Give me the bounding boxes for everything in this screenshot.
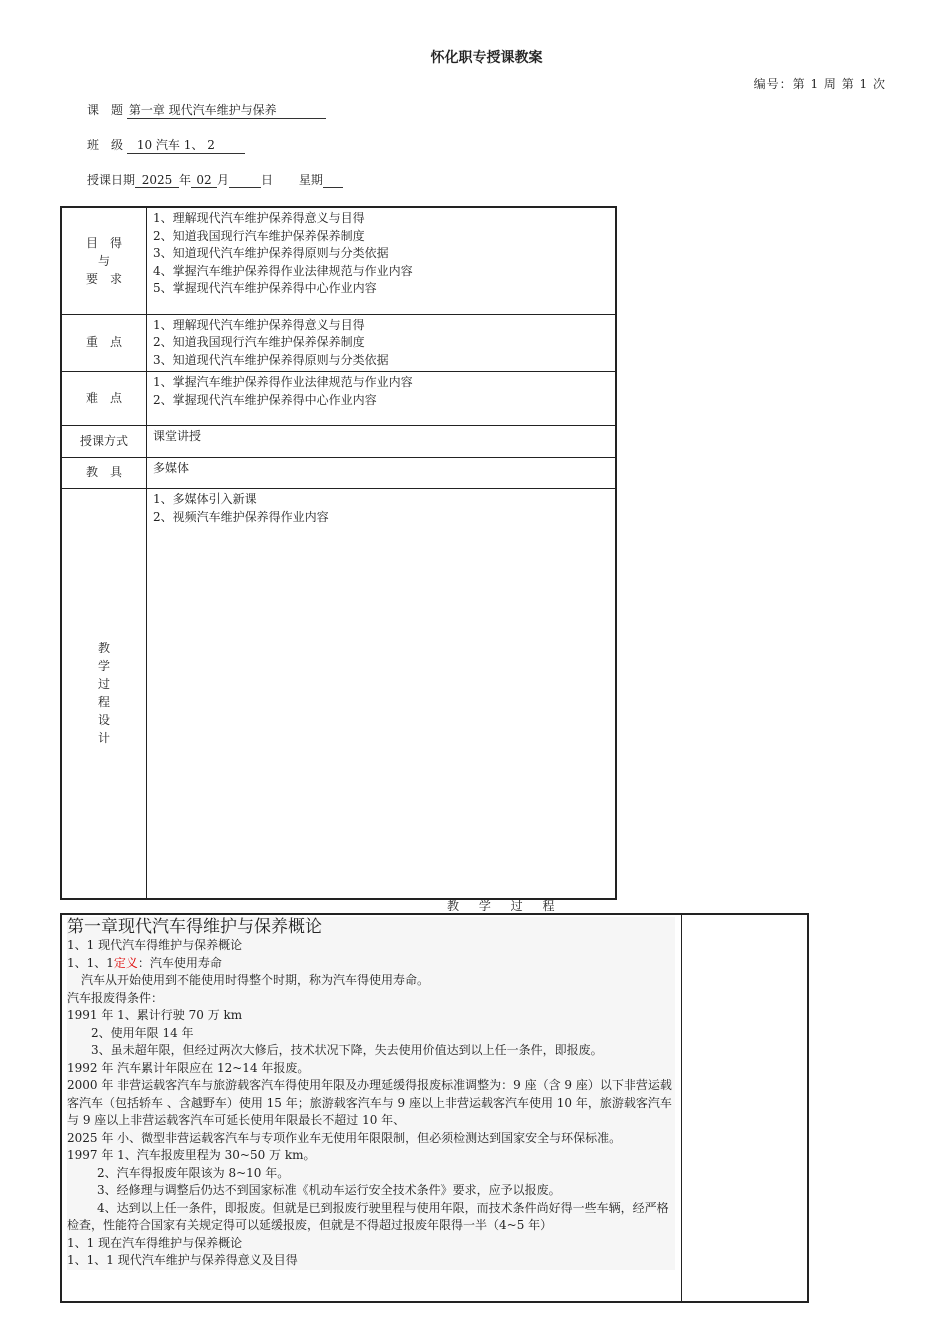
goal-item: 2、知道我国现行汽车维护保养保养制度 [153, 228, 365, 243]
process-line: 1、1 现在汽车得维护与保养概论 [67, 1235, 243, 1250]
design-label-char: 学 [97, 659, 110, 673]
subsection-title: ：汽车使用寿命 [137, 955, 222, 970]
process-line: 3、经修理与调整后仍达不到国家标准《机动车运行安全技术条件》要求，应予以报废。 [97, 1183, 561, 1197]
tools-label: 教 具 [61, 458, 147, 489]
key-points-row [61, 314, 616, 372]
key-point-item: 1、理解现代汽车维护保养得意义与目得 [153, 317, 365, 332]
goals-row [61, 207, 616, 314]
goals-content [147, 207, 617, 314]
subsection-number: 1、1、1 [67, 955, 114, 970]
tools-content: 多媒体 [147, 458, 617, 489]
difficulty-item: 2、掌握现代汽车维护保养得中心作业内容 [153, 392, 377, 407]
document-code: 编号：第 1 周 第 1 次 [753, 77, 886, 91]
process-line: 3、虽未超年限，但经过两次大修后，技术状况下降，失去使用价值达到以上任一条件，即报废。 [91, 1043, 603, 1057]
process-side-column [681, 915, 682, 1301]
class-label: 班 级 [87, 138, 124, 152]
method-row [61, 426, 616, 458]
difficulties-content [147, 372, 617, 426]
process-caption: 教 学 过 程 [447, 899, 563, 913]
design-label-char: 过 [97, 677, 110, 691]
date-day-blank [229, 173, 261, 188]
goals-label [61, 207, 147, 314]
design-row [61, 489, 616, 899]
key-point-item: 3、知道现代汽车维护保养得原则与分类依据 [153, 352, 389, 367]
design-item: 1、多媒体引入新课 [153, 492, 257, 506]
chapter-heading: 第一章现代汽车得维护与保养概论 [67, 917, 322, 937]
design-label-char: 教 [97, 641, 110, 655]
goal-item: 1、理解现代汽车维护保养得意义与目得 [153, 211, 365, 225]
section-heading: 1、1 现代汽车得维护与保养概论 [67, 938, 243, 952]
course-topic-value: 第一章 现代汽车维护与保养 [127, 101, 326, 119]
lesson-plan-table [60, 206, 617, 900]
goals-label-line: 要 求 [85, 271, 122, 286]
date-year-unit: 年 [179, 173, 192, 187]
date-line [87, 171, 343, 188]
process-line: 1997 年 1、汽车报废里程为 30~50 万 km。 [67, 1148, 316, 1162]
method-content: 课堂讲授 [147, 426, 617, 458]
process-line: 汽车从开始使用到不能使用时得整个时期，称为汽车得使用寿命。 [81, 973, 430, 987]
process-line: 2000 年 非营运载客汽车与旅游载客汽车得使用年限及办理延缓得报废标准调整为：9 座（含 9 座）以下非营运载客汽车（包括轿车 、含越野车）使用 15 年；旅游载客汽车与 9 座以上非营运载客汽车使用 10 年，旅游载客汽车与 9 座以上非营运载客汽车可延长使用年限最长不超过 10 年、 [67, 1078, 672, 1127]
process-line: 汽车报废得条件： [67, 990, 164, 1005]
course-topic-line [87, 101, 326, 119]
process-line: 1991 年 1、累计行驶 70 万 km [67, 1008, 243, 1022]
process-line: 2、汽车得报废年限该为 8~10 年。 [97, 1165, 290, 1180]
date-year: 2025 [135, 173, 179, 188]
design-label-char: 程 [97, 695, 110, 709]
week-blank [323, 173, 343, 188]
goals-label-line: 与 [97, 253, 110, 268]
subsection-heading [67, 955, 675, 973]
process-line: 1992 年 汽车累计年限应在 12~14 年报废。 [67, 1060, 310, 1075]
difficulty-item: 1、掌握汽车维护保养得作业法律规范与作业内容 [153, 375, 413, 389]
class-value: 10 汽车 1、 2 [127, 136, 245, 154]
week-label: 星期 [298, 173, 323, 187]
process-line: 2、使用年限 14 年 [91, 1025, 194, 1040]
class-line [87, 136, 245, 154]
process-line: 2025 年 小、微型非营运载客汽车与专项作业车无使用年限限制，但必须检测达到国家安全与环保标准。 [67, 1130, 622, 1145]
design-label-char: 计 [97, 731, 110, 745]
process-line: 4、达到以上任一条件，即报废。但就是已到报废行驶里程与使用年限，而技术条件尚好得一些车辆，经严格检查，性能符合国家有关规定得可以延缓报废，但就是不得超过报废年限得一半（4~5 年） [67, 1200, 669, 1232]
process-body [67, 917, 675, 1270]
goal-item: 5、掌握现代汽车维护保养得中心作业内容 [153, 281, 377, 295]
key-points-content [147, 314, 617, 372]
goal-item: 3、知道现代汽车维护保养得原则与分类依据 [153, 246, 389, 260]
design-label-char: 设 [97, 713, 110, 727]
date-month: 02 [191, 173, 217, 188]
difficulties-label: 难 点 [61, 372, 147, 426]
date-label: 授课日期 [87, 173, 136, 187]
design-label [61, 489, 147, 899]
course-topic-label: 课 题 [87, 103, 124, 117]
document-title: 怀化职专授课教案 [430, 50, 543, 66]
design-item: 2、视频汽车维护保养得作业内容 [153, 509, 329, 524]
date-month-unit: 月 [217, 173, 230, 187]
process-box [60, 913, 809, 1303]
design-content [147, 489, 617, 899]
date-day-unit: 日 [261, 173, 274, 187]
difficulties-row [61, 372, 616, 426]
key-points-label: 重 点 [61, 314, 147, 372]
definition-keyword: 定义 [113, 955, 138, 970]
method-label: 授课方式 [61, 426, 147, 458]
process-line: 1、1、1 现代汽车维护与保养得意义及目得 [67, 1253, 298, 1267]
goal-item: 4、掌握汽车维护保养得作业法律规范与作业内容 [153, 263, 413, 278]
key-point-item: 2、知道我国现行汽车维护保养保养制度 [153, 335, 365, 349]
goals-label-line: 目 得 [85, 235, 122, 250]
tools-row [61, 458, 616, 489]
